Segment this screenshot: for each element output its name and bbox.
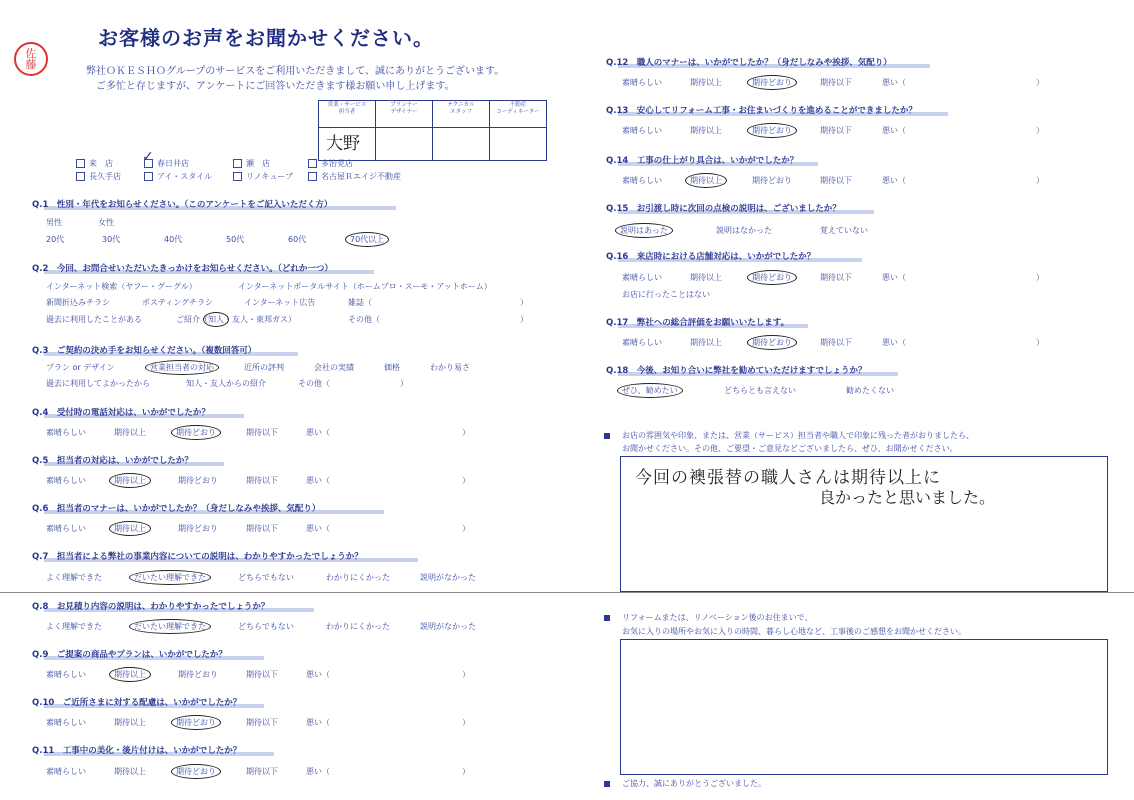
q1-option-40s[interactable]: 40代 [164, 235, 183, 244]
q16-paren-close: ） [1036, 273, 1044, 282]
q7-option-none[interactable]: 説明がなかった [420, 573, 476, 582]
q1-option-60s[interactable]: 60代 [288, 235, 307, 244]
q13-option-excellent[interactable]: 素晴らしい [622, 126, 662, 135]
q7-option-neutral[interactable]: どちらでもない [238, 573, 294, 582]
q3-option-reputation[interactable]: 近所の評判 [244, 363, 284, 372]
q3-option-other[interactable]: その他（ [298, 379, 330, 388]
q16-title: Q.16 来店時における店舗対応は、いかがでしたか？ [606, 252, 816, 262]
q9-paren-close: ） [462, 670, 470, 679]
store-checkbox-nagoya-r-age[interactable]: 名古屋Ｒエイジ不動産 [308, 171, 401, 182]
q18-option-recommend[interactable] [622, 385, 678, 396]
staff-value-planner[interactable] [376, 128, 433, 161]
scan-seam [0, 592, 1134, 593]
store-checkbox-tajimi[interactable]: 多治見店 [308, 158, 353, 169]
q9-option-excellent[interactable]: 素晴らしい [46, 670, 86, 679]
q13-option-as-expected[interactable] [752, 125, 792, 136]
q8-option-unclear[interactable]: わかりにくかった [326, 622, 390, 631]
selected-answer-circle: ぜひ、勧めたい [617, 383, 683, 398]
q16-option-excellent[interactable]: 素晴らしい [622, 273, 662, 282]
q11-option-below[interactable]: 期待以下 [246, 767, 278, 776]
q10-option-as-expected[interactable] [176, 717, 216, 728]
selected-answer-circle: 期待どおり [171, 425, 221, 440]
q17-paren-close: ） [1036, 338, 1044, 347]
selected-answer-circle: だいたい理解できた [129, 619, 211, 634]
q14-option-excellent[interactable]: 素晴らしい [622, 176, 662, 185]
q3-option-past-satisfaction[interactable]: 過去に利用してよかったから [46, 379, 150, 388]
q17-title: Q.17 弊社への総合評価をお願いいたします。 [606, 318, 790, 328]
comments-box-2[interactable] [620, 639, 1108, 775]
q4-option-bad[interactable]: 悪い（ [306, 428, 330, 437]
q5-option-above[interactable] [114, 475, 146, 486]
q11-option-above[interactable]: 期待以上 [114, 767, 146, 776]
intro-line-2: ご多忙と存じますが、アンケートにご回答いただきます様お願い申し上げます。 [96, 81, 455, 92]
q12-option-bad[interactable]: 悪い（ [882, 78, 906, 87]
q17-option-bad[interactable]: 悪い（ [882, 338, 906, 347]
q14-option-below[interactable]: 期待以下 [820, 176, 852, 185]
selected-answer-circle: 説明はあった [615, 223, 673, 238]
q3-title: Q.3 ご契約の決め手をお知らせください。（複数回答可） [32, 346, 257, 356]
staff-value-realestate[interactable] [490, 128, 547, 161]
checkbox-icon[interactable] [308, 172, 317, 181]
checkbox-icon[interactable] [308, 159, 317, 168]
q9-option-below[interactable]: 期待以下 [246, 670, 278, 679]
q9-option-as-expected[interactable]: 期待どおり [178, 670, 218, 679]
q14-title: Q.14 工事の仕上がり具合は、いかがでしたか？ [606, 156, 799, 166]
q6-option-below[interactable]: 期待以下 [246, 524, 278, 533]
store-checkbox-renocube[interactable]: リノキューブ [233, 171, 293, 182]
selected-answer-circle: 期待どおり [171, 764, 221, 779]
q11-paren-close: ） [462, 767, 470, 776]
q4-option-as-expected[interactable] [176, 427, 216, 438]
store-checkbox-nagakute[interactable]: 長久手店 [76, 171, 121, 182]
comments-answer-1-line-2: 良かったと思いました。 [819, 488, 996, 507]
q6-title: Q.6 担当者のマナーは、いかがでしたか？（身だしなみや挨拶、気配り） [32, 504, 321, 514]
q1-option-20s[interactable]: 20代 [46, 235, 65, 244]
q7-option-well[interactable]: よく理解できた [46, 573, 102, 582]
selected-answer-circle: 期待どおり [171, 715, 221, 730]
checkmark-icon: ✓ [142, 149, 154, 165]
q13-option-below[interactable]: 期待以下 [820, 126, 852, 135]
comments-answer-1-line-1: 今回の襖張替の職人さんは期待以上に [635, 468, 941, 488]
comments-box-1[interactable] [620, 456, 1108, 592]
q3-option-plan[interactable]: プラン or デザイン [46, 363, 115, 372]
q16-option-as-expected[interactable] [752, 272, 792, 283]
q2-option-past-use[interactable]: 過去に利用したことがある [46, 315, 142, 324]
q4-title: Q.4 受付時の電話対応は、いかがでしたか？ [32, 408, 210, 418]
q6-option-as-expected[interactable]: 期待どおり [178, 524, 218, 533]
q4-option-excellent[interactable]: 素晴らしい [46, 428, 86, 437]
q6-option-above[interactable] [114, 523, 146, 534]
staff-header-sales: 営業・サービス 担当者 [319, 101, 376, 128]
q5-title: Q.5 担当者の対応は、いかがでしたか？ [32, 456, 193, 466]
q12-option-excellent[interactable]: 素晴らしい [622, 78, 662, 87]
q10-option-excellent[interactable]: 素晴らしい [46, 718, 86, 727]
q8-option-none[interactable]: 説明がなかった [420, 622, 476, 631]
q12-option-below[interactable]: 期待以下 [820, 78, 852, 87]
q9-title: Q.9 ご提案の商品やプランは、いかがでしたか？ [32, 650, 227, 660]
q11-title: Q.11 工事中の美化・後片付けは、いかがでしたか？ [32, 746, 242, 756]
q9-option-bad[interactable]: 悪い（ [306, 670, 330, 679]
q1-option-male[interactable]: 男性 [46, 218, 62, 227]
q10-option-bad[interactable]: 悪い（ [306, 718, 330, 727]
q8-title: Q.8 お見積り内容の説明は、わかりやすかったでしょうか？ [32, 602, 270, 612]
q2-option-magazine[interactable]: 雑誌（ [348, 298, 372, 307]
q5-paren-close: ） [462, 476, 470, 485]
q11-option-excellent[interactable]: 素晴らしい [46, 767, 86, 776]
q2-option-portal[interactable]: インターネットポータルサイト（ホームプロ・スーモ・アットホーム） [238, 282, 492, 291]
comments-prompt-2-line-2: お気に入りの場所やお気に入りの時間、暮らし心地など、工事後のご感想をお聞かせください。 [622, 627, 966, 636]
q18-option-neutral[interactable]: どちらとも言えない [724, 386, 796, 395]
q17-option-above[interactable]: 期待以上 [690, 338, 722, 347]
selected-answer-circle: 期待以上 [685, 173, 727, 188]
checkbox-icon[interactable] [76, 159, 85, 168]
q2-title: Q.2 今回、お問合せいただいたきっかけをお知らせください。（どれか一つ） [32, 264, 333, 274]
staff-table [318, 100, 547, 161]
square-bullet-icon [604, 781, 610, 787]
q3-option-track-record[interactable]: 会社の実績 [314, 363, 354, 372]
q14-option-above[interactable] [690, 175, 722, 186]
q12-option-above[interactable]: 期待以上 [690, 78, 722, 87]
checkbox-icon[interactable] [233, 172, 242, 181]
q11-option-bad[interactable]: 悪い（ [306, 767, 330, 776]
selected-answer-circle: 営業担当者の対応 [145, 360, 219, 375]
q9-option-above[interactable] [114, 669, 146, 680]
staff-value-sales[interactable]: 大野 [319, 128, 376, 161]
q3-option-clarity[interactable]: わかり易さ [430, 363, 470, 372]
q3-option-price[interactable]: 価格 [384, 363, 400, 372]
q4-paren-close: ） [462, 428, 470, 437]
q2-paren-close-2: ） [520, 315, 528, 324]
selected-answer-circle: 期待どおり [747, 335, 797, 350]
selected-answer-circle: だいたい理解できた [129, 570, 211, 585]
q17-option-excellent[interactable]: 素晴らしい [622, 338, 662, 347]
q15-option-dont-remember[interactable]: 覚えていない [820, 226, 868, 235]
q12-title: Q.12 職人のマナーは、いかがでしたか？（身だしなみや挨拶、気配り） [606, 58, 892, 68]
q15-title: Q.15 お引渡し時に次回の点検の説明は、ございましたか？ [606, 204, 841, 214]
q8-option-well[interactable]: よく理解できた [46, 622, 102, 631]
store-checkbox-kasugai[interactable]: 春日井店 [144, 158, 189, 169]
comments-prompt-1-line-1: お店の雰囲気や印象、または、営業（サービス）担当者や職人で印象に残った者がおりましたら、 [622, 431, 974, 440]
selected-answer-circle: 期待どおり [747, 270, 797, 285]
q7-option-unclear[interactable]: わかりにくかった [326, 573, 390, 582]
thank-you-footer: ご協力、誠にありがとうございました。 [622, 779, 766, 788]
q14-option-as-expected[interactable]: 期待どおり [752, 176, 792, 185]
q1-option-female[interactable]: 女性 [98, 218, 114, 227]
selected-answer-circle: 期待どおり [747, 75, 797, 90]
q3-paren-close: ） [400, 379, 408, 388]
selected-answer-circle: 期待どおり [747, 123, 797, 138]
store-checkbox-istyle[interactable]: アイ・スタイル [144, 171, 212, 182]
selected-answer-circle: 期待以上 [109, 473, 151, 488]
q10-option-below[interactable]: 期待以下 [246, 718, 278, 727]
q2-option-referral[interactable]: ご紹介（知人・友人・東邦ガス） [176, 314, 296, 325]
q4-option-below[interactable]: 期待以下 [246, 428, 278, 437]
q1-title: Q.1 性別・年代をお知らせください。（このアンケートをご記入いただく方） [32, 200, 333, 210]
q7-title: Q.7 担当者による弊社の事業内容についての説明は、わかりやすかったでしょうか？ [32, 552, 363, 562]
q2-option-other[interactable]: その他（ [348, 315, 380, 324]
comments-prompt-2-line-1: リフォームまたは、リノベーション後のお住まいで、 [622, 613, 813, 622]
q2-option-flyer[interactable]: 新聞折込みチラシ [46, 298, 110, 307]
q1-option-30s[interactable]: 30代 [102, 235, 121, 244]
intro-line-1: 弊社ＯＫＥＳＨＯグループのサービスをご利用いただきまして、誠にありがとうございます。 [86, 66, 505, 77]
selected-answer-circle: 期待以上 [109, 667, 151, 682]
q3-option-acquaintance[interactable]: 知人・友人からの紹介 [186, 379, 266, 388]
q13-option-above[interactable]: 期待以上 [690, 126, 722, 135]
staff-header-planner: プランナー デザイナー [376, 101, 433, 128]
square-bullet-icon [604, 615, 610, 621]
survey-title: お客様のお声をお聞かせください。 [98, 26, 434, 50]
q14-paren-close: ） [1036, 176, 1044, 185]
q16-option-below[interactable]: 期待以下 [820, 273, 852, 282]
q13-title: Q.13 安心してリフォーム工事・お住まいづくりを進めることができましたか？ [606, 106, 917, 116]
q13-paren-close: ） [1036, 126, 1044, 135]
comments-prompt-1-line-2: お聞かせください。その他、ご要望・ご意見などございましたら、ぜひ、お聞かせください。 [622, 444, 958, 453]
q17-option-as-expected[interactable] [752, 337, 792, 348]
q5-option-as-expected[interactable]: 期待どおり [178, 476, 218, 485]
selected-answer-circle: 70代以上 [345, 232, 389, 247]
q16-option-bad[interactable]: 悪い（ [882, 273, 906, 282]
q16-option-never-visited[interactable]: お店に行ったことはない [622, 290, 710, 299]
selected-answer-circle: 知人 [203, 312, 229, 327]
q2-paren-close: ） [520, 298, 528, 307]
q11-option-as-expected[interactable] [176, 766, 216, 777]
q4-option-above[interactable]: 期待以上 [114, 428, 146, 437]
q10-option-above[interactable]: 期待以上 [114, 718, 146, 727]
q3-option-sales-rep[interactable] [150, 362, 214, 373]
q18-option-not-recommend[interactable]: 勧めたくない [846, 386, 894, 395]
q12-paren-close: ） [1036, 78, 1044, 87]
q6-option-excellent[interactable]: 素晴らしい [46, 524, 86, 533]
q6-option-bad[interactable]: 悪い（ [306, 524, 330, 533]
selected-answer-circle: 期待以上 [109, 521, 151, 536]
q8-option-neutral[interactable]: どちらでもない [238, 622, 294, 631]
q2-option-posting[interactable]: ポスティングチラシ [142, 298, 214, 307]
q2-option-search[interactable]: インターネット検索（ヤフー・グーグル） [46, 282, 197, 291]
square-bullet-icon [604, 433, 610, 439]
q5-option-excellent[interactable]: 素晴らしい [46, 476, 86, 485]
q10-title: Q.10 ご近所さまに対する配慮は、いかがでしたか？ [32, 698, 242, 708]
signature-seal: 佐 藤 [14, 42, 48, 76]
q7-option-mostly[interactable] [134, 572, 206, 583]
staff-value-technical[interactable] [433, 128, 490, 161]
q17-option-below[interactable]: 期待以下 [820, 338, 852, 347]
q12-option-as-expected[interactable] [752, 77, 792, 88]
q8-option-mostly[interactable] [134, 621, 206, 632]
staff-header-technical: テクニカル スタッフ [433, 101, 490, 128]
q1-option-70s-plus[interactable] [350, 234, 384, 245]
q14-option-bad[interactable]: 悪い（ [882, 176, 906, 185]
store-checkbox-raiten[interactable]: 来 店 [76, 158, 113, 169]
q15-option-not-explained[interactable]: 説明はなかった [716, 226, 772, 235]
checkbox-icon[interactable] [144, 172, 153, 181]
store-checkbox-seto[interactable]: 瀬 店 [233, 158, 270, 169]
q15-option-explained[interactable] [620, 225, 668, 236]
q16-option-above[interactable]: 期待以上 [690, 273, 722, 282]
checkbox-icon[interactable] [76, 172, 85, 181]
q5-option-below[interactable]: 期待以下 [246, 476, 278, 485]
q5-option-bad[interactable]: 悪い（ [306, 476, 330, 485]
q10-paren-close: ） [462, 718, 470, 727]
q2-option-ad[interactable]: インターネット広告 [244, 298, 316, 307]
q1-option-50s[interactable]: 50代 [226, 235, 245, 244]
staff-header-realestate: 不動産 コーディネーター [490, 101, 547, 128]
checkbox-icon[interactable] [233, 159, 242, 168]
q13-option-bad[interactable]: 悪い（ [882, 126, 906, 135]
q18-title: Q.18 今後、お知り合いに弊社を勧めていただけますでしょうか？ [606, 366, 867, 376]
q6-paren-close: ） [462, 524, 470, 533]
